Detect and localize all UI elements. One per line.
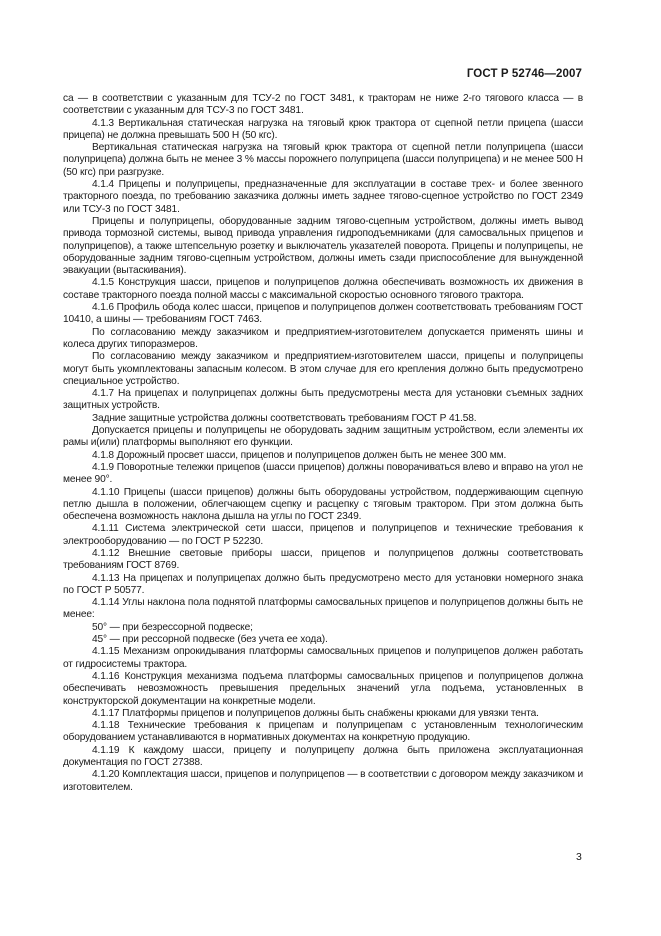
document-body	[63, 93, 583, 794]
paragraph-4-1-18: 4.1.18 Технические требования к прицепам и полуприцепам с установленным технологическим оборудованием устанавливаются в нормативных документах на конкретную продукцию.	[63, 720, 583, 744]
paragraph-4-1-15: 4.1.15 Механизм опрокидывания платформы самосвальных прицепов и полуприцепов должен работать от гидросистемы трактора.	[63, 646, 583, 670]
document-header: ГОСТ Р 52746—2007	[466, 68, 582, 80]
paragraph-4-1-8: 4.1.8 Дорожный просвет шасси, прицепов и полуприцепов должен быть не менее 300 мм.	[92, 449, 507, 461]
paragraph-4-1-16: 4.1.16 Конструкция механизма подъема платформы самосвальных прицепов и полуприцепов должна обеспечивать невозможность превышения предельных значений угла подъема, установленных в конструкторской документации на конкретные модели.	[63, 670, 583, 707]
paragraph: По согласованию между заказчиком и предприятием-изготовителем шасси, прицепы и полуприцепы могут быть укомплектованы запасным колесом. В этом случае для его крепления должно быть предусмотрено специальное устройство.	[63, 351, 583, 387]
paragraph-4-1-20: 4.1.20 Комплектация шасси, прицепов и полуприцепов — в соответствии с договором между заказчиком и изготовителем.	[63, 769, 583, 793]
paragraph-4-1-7: 4.1.7 На прицепах и полуприцепах должны быть предусмотрены места для установки съемных задних защитных устройств.	[63, 388, 583, 412]
paragraph-4-1-4: 4.1.4 Прицепы и полуприцепы, предназначенные для эксплуатации в составе трех- и более звенного тракторного поезда, по требованию заказчика должны иметь заднее тягово-сцепное устройство по ГОСТ 2349 или ТСУ-3 по ГОСТ 3481.	[63, 179, 583, 215]
list-item: 45° — при рессорной подвеске (без учета ее хода).	[92, 634, 328, 646]
paragraph-4-1-9: 4.1.9 Поворотные тележки прицепов (шасси прицепов) должны поворачиваться влево и вправо на угол не менее 90°.	[63, 461, 583, 486]
paragraph: Вертикальная статическая нагрузка на тяговый крюк трактора от сцепной петли полуприцепа (шасси полуприцепа) должна быть не менее 3 % массы порожнего полуприцепа (шасси полуприцепа) и не менее 500 Н (50 кгс) при разгрузке.	[63, 142, 583, 178]
paragraph-4-1-12: 4.1.12 Внешние световые приборы шасси, прицепов и полуприцепов должны соответствовать требованиям ГОСТ 8769.	[63, 547, 583, 572]
paragraph-4-1-14: 4.1.14 Углы наклона пола поднятой платформы самосвальных прицепов и полуприцепов должны быть не менее:	[63, 597, 583, 621]
list-item: 50° — при безрессорной подвеске;	[92, 621, 253, 633]
paragraph-4-1-6: 4.1.6 Профиль обода колес шасси, прицепов и полуприцепов должен соответствовать требованиям ГОСТ 10410, а шины — требованиям ГОСТ 7463.	[63, 302, 583, 326]
paragraph: са — в соответствии с указанным для ТСУ-2 по ГОСТ 3481, к тракторам не ниже 2-го тягового класса — в соответствии с указанным для ТСУ-3 по ГОСТ 3481.	[63, 93, 583, 117]
paragraph: Задние защитные устройства должны соответствовать требованиям ГОСТ Р 41.58.	[92, 412, 477, 424]
paragraph-4-1-10: 4.1.10 Прицепы (шасси прицепов) должны быть оборудованы устройством, поддерживающим сцепную петлю дышла в положении, облегчающем сцепку и расцепку с тяговым трактором. При этом должна быть обеспечена возможность наклона дышла на углы по ГОСТ 2349.	[63, 486, 583, 523]
paragraph-4-1-19: 4.1.19 К каждому шасси, прицепу и полуприцепу должна быть приложена эксплуатационная документация по ГОСТ 27388.	[63, 744, 583, 769]
paragraph-4-1-11: 4.1.11 Система электрической сети шасси, прицепов и полуприцепов и технические требования к электрооборудованию — по ГОСТ Р 52230.	[63, 523, 583, 547]
paragraph-4-1-3: 4.1.3 Вертикальная статическая нагрузка на тяговый крюк трактора от сцепной петли прицепа (шасси прицепа) не должна превышать 500 Н (50 кгс).	[63, 117, 583, 141]
paragraph-4-1-13: 4.1.13 На прицепах и полуприцепах должно быть предусмотрено место для установки номерного знака по ГОСТ Р 50577.	[63, 572, 583, 596]
page-number: 3	[576, 851, 582, 863]
paragraph: По согласованию между заказчиком и предприятием-изготовителем допускается применять шины и колеса других типоразмеров.	[63, 326, 583, 350]
paragraph: Прицепы и полуприцепы, оборудованные задним тягово-сцепным устройством, должны иметь вывод привода тормозной системы, вывод привода управления гидроподъемниками (для самосвальных прицепов и полуприцепов), а также штепсельную розетку и выключатель указателей поворота. Прицепы и полуприцепы, не оборудованные задним тягово-сцепным устройством, должны иметь сзади приспособление для вынужденной эвакуации (вытаскивания).	[63, 215, 583, 277]
paragraph: Допускается прицепы и полуприцепы не оборудовать задним защитным устройством, если элементы их рамы и(или) платформы выполняют его функции.	[63, 425, 583, 449]
paragraph-4-1-5: 4.1.5 Конструкция шасси, прицепов и полуприцепов должна обеспечивать возможность их движения в составе тракторного поезда полной массы с максимальной скоростью основного тягового трактора.	[63, 277, 583, 301]
paragraph-4-1-17: 4.1.17 Платформы прицепов и полуприцепов должны быть снабжены крюками для увязки тента.	[92, 707, 539, 719]
